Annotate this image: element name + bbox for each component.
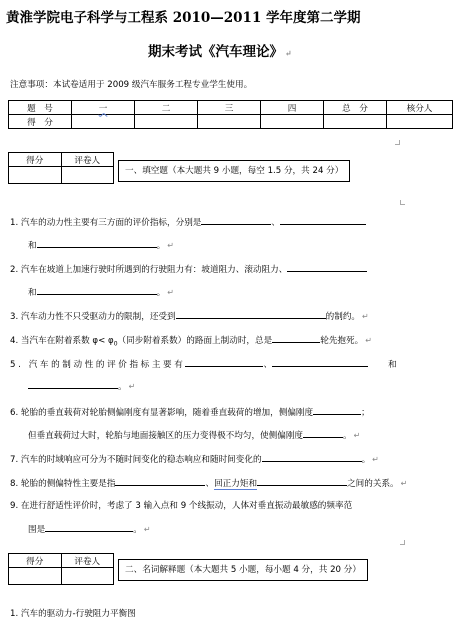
score-cell xyxy=(72,115,135,129)
score-header-cell: 二 xyxy=(135,101,198,115)
question-6-line2: 但垂直载荷过大时，轮胎与地面接触区的压力变得极不均匀，使侧偏刚度 。 ↵ xyxy=(28,428,360,441)
grader-header: 评卷人 xyxy=(61,554,114,568)
question-6-line1: 6. 轮胎的垂直载荷对轮胎侧偏刚度有显著影响，随着垂直载荷的增加，侧偏刚度 ； xyxy=(10,405,370,418)
score-header-cell: 三 xyxy=(198,101,261,115)
grader-score-header: 得分 xyxy=(9,153,62,167)
question-2-line1: 2. 汽车在坡道上加速行驶时所遇到的行驶阻力有：坡道阻力、滚动阻力、 xyxy=(10,262,367,275)
corner-mark xyxy=(395,140,400,145)
score-cell xyxy=(324,115,387,129)
score-header-cell: 一 xyxy=(72,101,135,115)
section-1-title: 一、填空题（本大题共 9 小题，每空 1.5 分，共 24 分） xyxy=(118,160,350,182)
score-table xyxy=(8,100,453,129)
question-4: 4. 当汽车在附着系数 $\varphi< \varphi_0$（同步附着系数）的路面上制动时，总是 轮先抱死。 ↵ xyxy=(10,333,372,348)
question-7: 7. 汽车的时域响应可分为不随时间变化的稳态响应和随时间变化的 。 ↵ xyxy=(10,452,379,465)
score-cell xyxy=(198,115,261,129)
score-row-label: 得 分 xyxy=(9,115,72,129)
score-cell xyxy=(261,115,324,129)
score-cell xyxy=(135,115,198,129)
question-2-line2: 和 。 ↵ xyxy=(28,285,174,298)
question-3: 3. 汽车动力性不只受驱动力的限制，还受到 的制约。 ↵ xyxy=(10,309,369,322)
score-header-cell: 题 号 xyxy=(9,101,72,115)
corner-mark xyxy=(400,200,405,205)
score-table-header-row xyxy=(9,101,453,115)
question-9-line2: 围是 。 ↵ xyxy=(28,522,151,535)
question-5-line1: 5. 汽车的制动性的评价指标主要有 、 和 xyxy=(10,357,397,370)
grader-table-2 xyxy=(8,553,114,585)
question-1-line1: 1. 汽车的动力性主要有三方面的评价指标，分别是 、 xyxy=(10,215,366,228)
exam-title-line1: 黄淮学院电子科学与工程系 2010—2011 学年度第二学期 xyxy=(6,10,361,26)
grader-cell xyxy=(61,568,114,585)
grader-score-cell xyxy=(9,167,62,184)
section-2-title: 二、名词解释题（本大题共 5 小题，每小题 4 分，共 20 分） xyxy=(118,559,368,581)
exam-notice: 注意事项：本试卷适用于 2009 级汽车服务工程专业学生使用。 xyxy=(10,80,253,90)
score-header-cell: 核分人 xyxy=(387,101,453,115)
grader-score-header: 得分 xyxy=(9,554,62,568)
score-header-cell: 总 分 xyxy=(324,101,387,115)
grader-header: 评卷人 xyxy=(61,153,114,167)
question-1-line2: 和 。 ↵ xyxy=(28,238,174,251)
corner-mark xyxy=(400,540,405,545)
grader-score-cell xyxy=(9,568,62,585)
question-5-line2: 。 ↵ xyxy=(28,379,135,392)
grader-cell xyxy=(61,167,114,184)
question-9-line1: 9. 在进行舒适性评价时，考虑了 3 输入点和 9 个线振动，人体对垂直振动最敏感的频率范 xyxy=(10,501,353,511)
grader-table-1 xyxy=(8,152,114,184)
exam-title-line2: 期末考试《汽车理论》 ↵ xyxy=(148,44,292,60)
score-header-cell: 四 xyxy=(261,101,324,115)
question-8: 8. 轮胎的侧偏特性主要是指 、回正力矩和 之间的关系。 ↵ xyxy=(10,476,407,489)
score-table-score-row xyxy=(9,115,453,129)
section-2-question-1: 1. 汽车的驱动力-行驶阻力平衡图 xyxy=(10,609,136,619)
score-cell xyxy=(387,115,453,129)
